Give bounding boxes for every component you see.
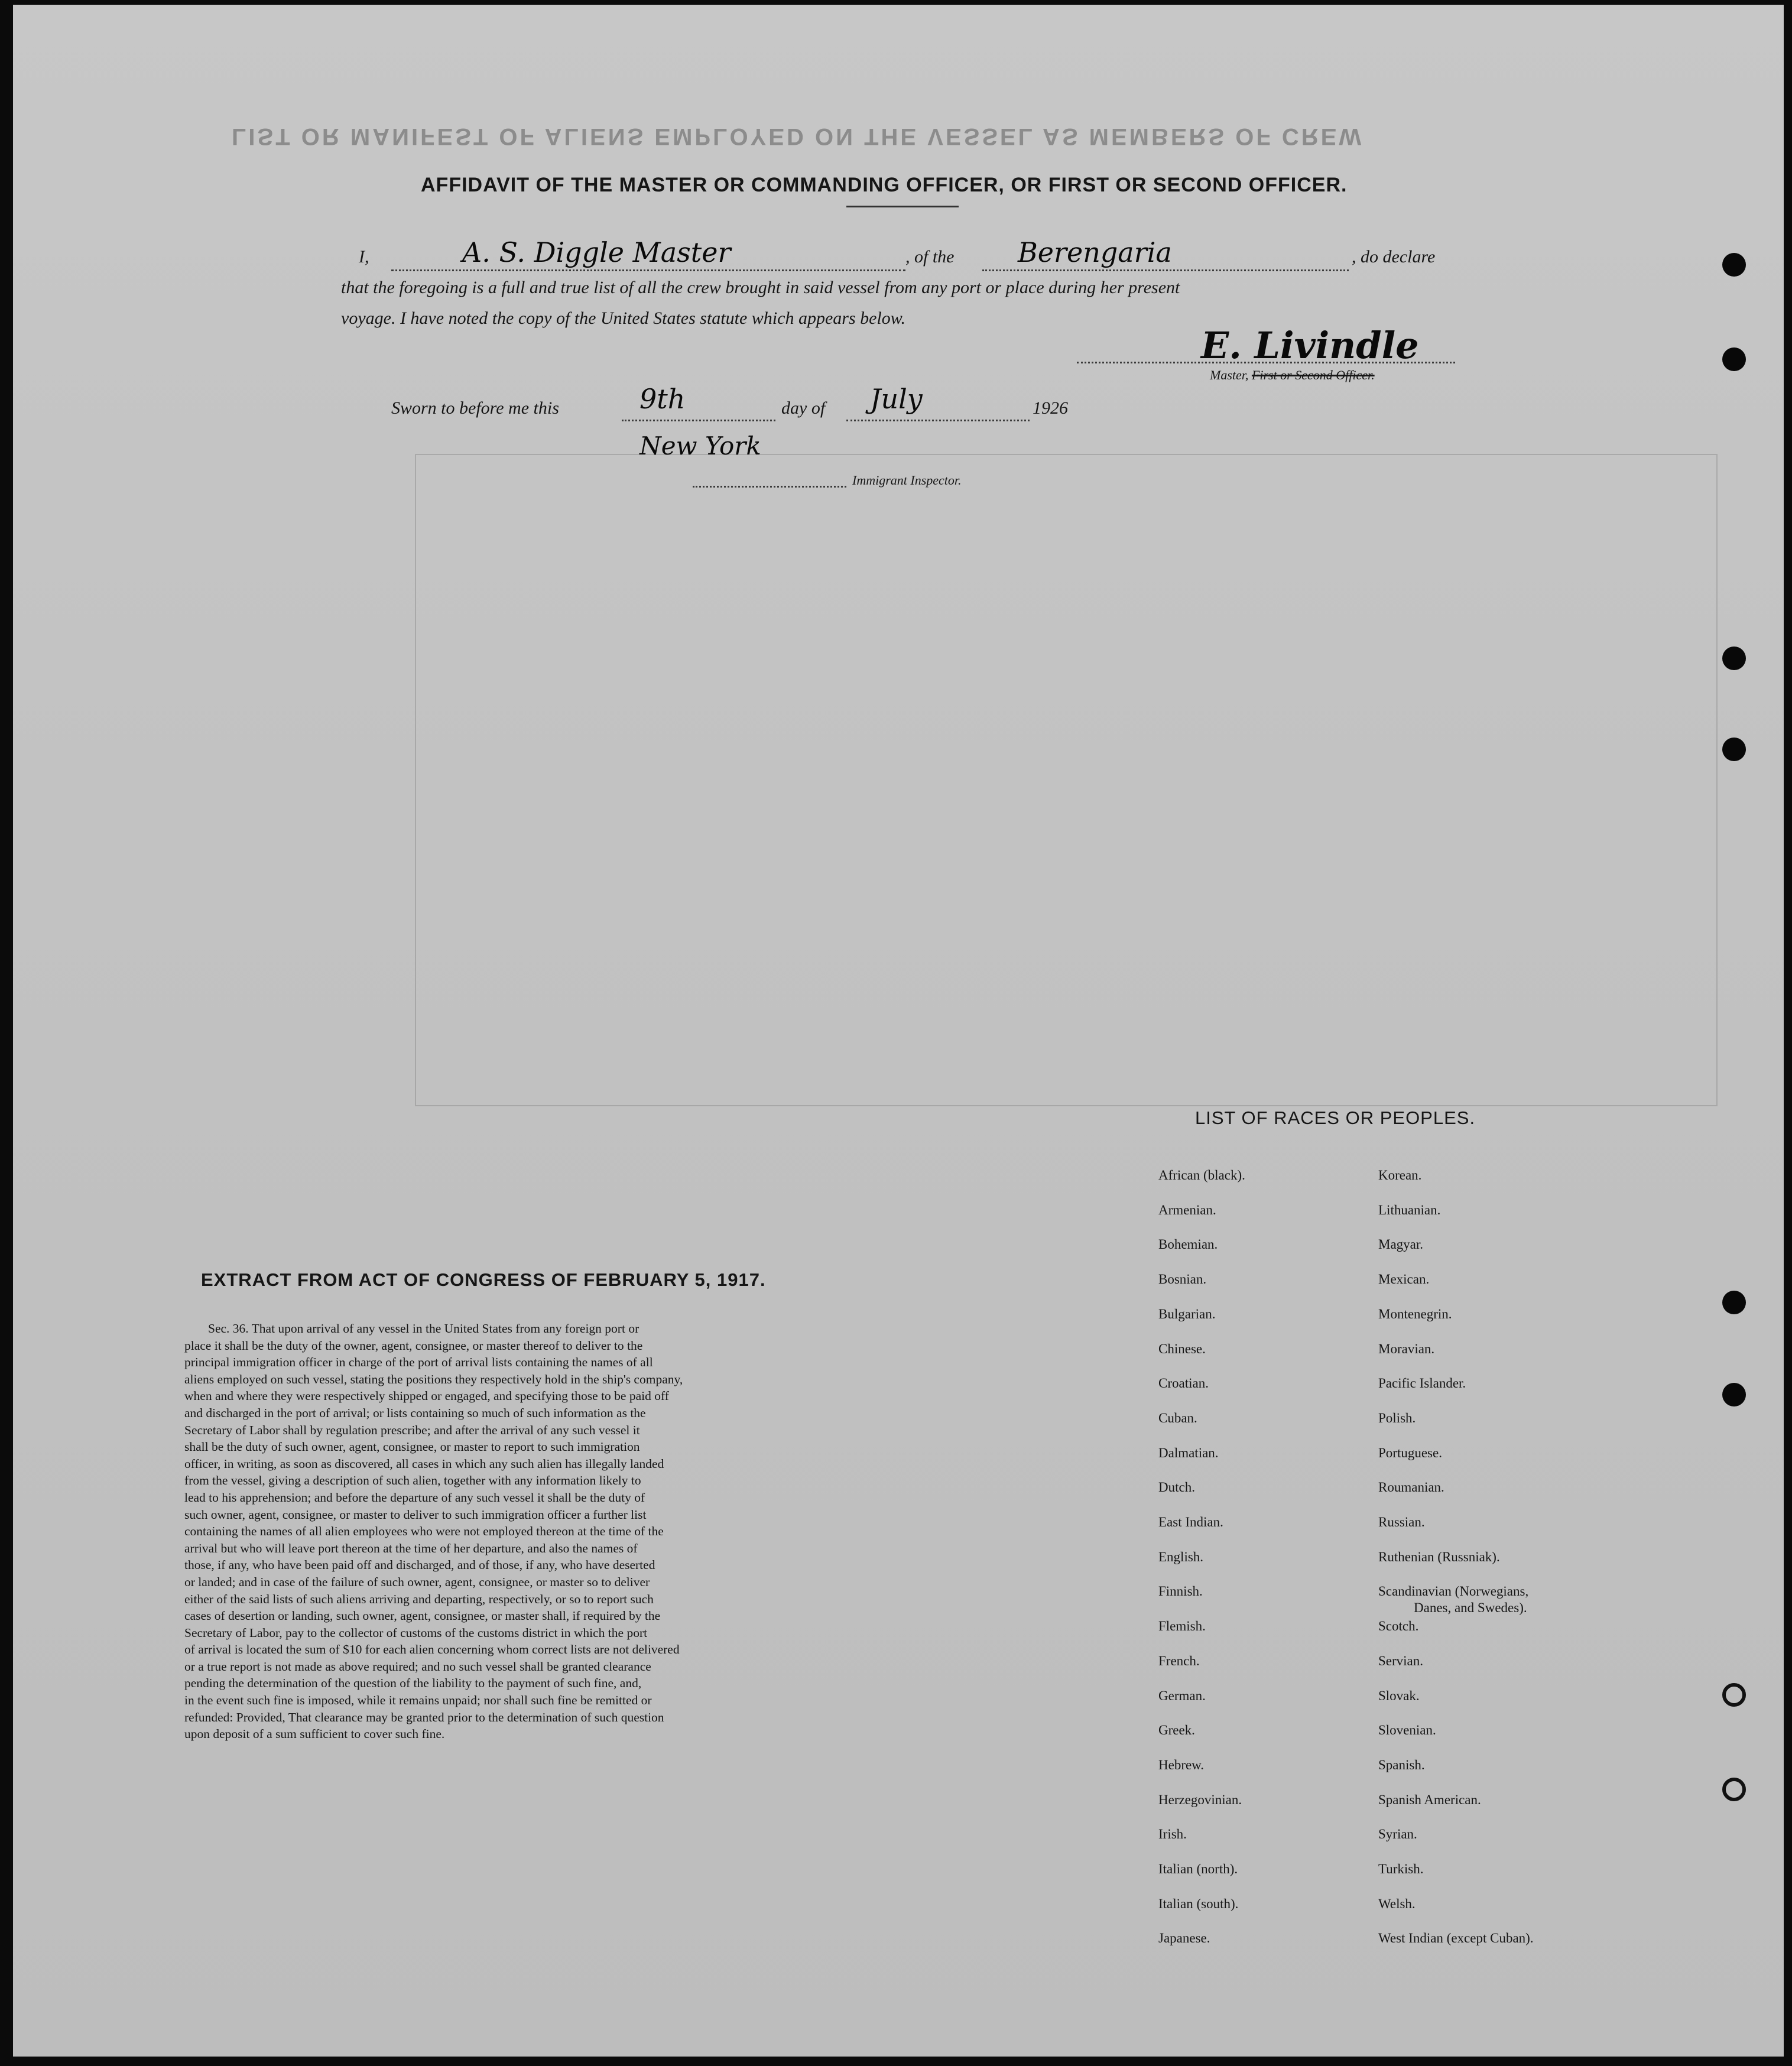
race-item-left: Bohemian. [1158,1237,1218,1252]
extract-line: place it shall be the duty of the owner, agent, consignee, or master thereof to deliver to the [184,1338,643,1353]
race-item-right: Lithuanian. [1378,1202,1441,1217]
sworn-day-handwriting: 9th [639,383,686,415]
extract-line: of arrival is located the sum of $10 for each alien concerning whom correct lists are not delivered [184,1642,680,1657]
bleed-through-header: LIST OR MANIFEST OF ALIENS EMPLOYED ON THE VESSEL AS MEMBERS OF CREW [232,124,1364,150]
extract-line: pending the determination of the question of the liability to the payment of such fine, and, [184,1676,642,1691]
race-item-right: Pacific Islander. [1378,1376,1466,1391]
race-item-left: English. [1158,1549,1204,1564]
extract-line: shall be the duty of such owner, agent, consignee, or master to report to such immigration [184,1440,640,1454]
signature-caption [1210,368,1375,383]
extract-lines [184,1320,876,1743]
race-item-left: German. [1158,1688,1206,1703]
extract-line: containing the names of all alien employees who were not employed thereon at the time of the [184,1524,664,1539]
races-list [1147,1168,1738,1954]
race-item-right: Portuguese. [1378,1445,1442,1460]
race-item-right: Welsh. [1378,1896,1416,1911]
inspector-label: Immigrant Inspector. [852,473,962,488]
sworn-month-line [846,420,1030,421]
race-item-left: Italian (north). [1158,1862,1238,1876]
race-item-right: Korean. [1378,1168,1422,1183]
title-rule [846,206,959,207]
race-item-left: Hebrew. [1158,1757,1205,1772]
signature-line [1077,362,1455,363]
vessel-name-handwriting: Berengaria [1018,236,1172,268]
punch-hole [1722,347,1746,371]
sworn-year: 1926 [1033,398,1068,418]
extract-line: principal immigration officer in charge of the port of arrival lists containing the names of all [184,1355,653,1370]
race-item-right: Russian. [1378,1515,1425,1529]
affidavit-line1-suffix: , do declare [1352,247,1436,267]
race-item-right: Syrian. [1378,1827,1417,1842]
extract-line: either of the said lists of such aliens arriving and departing, respectively, or so to report such [184,1591,654,1606]
master-name-line [391,269,905,271]
extract-line: such owner, agent, consignee, or master to deliver to such immigration officer a further list [184,1507,647,1522]
race-item-right: Polish. [1378,1410,1416,1425]
sworn-prefix: Sworn to before me this [391,398,559,418]
race-item-left: Italian (south). [1158,1896,1239,1911]
punch-hole [1722,1383,1746,1406]
extract-line: refunded: Provided, That clearance may be granted prior to the determination of such question [184,1710,664,1724]
race-item-left: Chinese. [1158,1341,1206,1356]
extract-line: officer, in writing, as soon as discovered, all cases in which any such alien has illegally landed [184,1456,664,1471]
race-item-left: Croatian. [1158,1376,1209,1391]
sworn-mid: day of [781,398,826,418]
extract-line: from the vessel, giving a description of such alien, together with any information likely to [184,1473,641,1488]
race-item-left: East Indian. [1158,1515,1223,1529]
extract-line: upon deposit of a sum sufficient to cover such fine. [184,1727,445,1742]
race-item-left: Bosnian. [1158,1272,1207,1287]
race-item-right: Mexican. [1378,1272,1430,1287]
race-item-left: Irish. [1158,1827,1187,1842]
caption-struck-officer: First or Second Officer. [1251,368,1375,382]
affidavit-line1-mid: , of the [905,247,955,267]
punch-hole [1722,1778,1746,1801]
race-item-right: Moravian. [1378,1341,1435,1356]
race-item-left: Cuban. [1158,1410,1197,1425]
race-item-right: Magyar. [1378,1237,1424,1252]
inspector-handwriting: New York [639,431,761,460]
race-item-left: Japanese. [1158,1931,1210,1946]
race-item-left: Greek. [1158,1723,1195,1738]
race-item-right: Scandinavian (Norwegians, [1378,1584,1529,1599]
extract-line: or landed; and in case of the failure of such owner, agent, consignee, or master so to deliver [184,1574,650,1589]
sworn-month-handwriting: July [870,383,923,415]
affidavit-title: AFFIDAVIT OF THE MASTER OR COMMANDING OFFICER, OR FIRST OR SECOND OFFICER. [421,174,1348,196]
race-item-left: Finnish. [1158,1584,1203,1599]
race-item-right: Ruthenian (Russniak). [1378,1549,1500,1564]
document-page [13,5,1784,2057]
extract-line: those, if any, who have been paid off and discharged, and of those, if any, who have deserted [184,1558,655,1573]
race-item-right: Slovenian. [1378,1723,1436,1738]
race-item-left: Dalmatian. [1158,1445,1219,1460]
race-item-right: Servian. [1378,1653,1424,1668]
vessel-name-line [982,269,1349,271]
master-name-handwriting: A. S. Diggle Master [462,236,731,268]
race-item-left: Bulgarian. [1158,1306,1216,1321]
extract-line: arrival but who will leave port thereon at the time of her departure, and also the names of [184,1541,638,1555]
race-item-left: African (black). [1158,1168,1245,1183]
extract-line: Sec. 36. That upon arrival of any vessel in the United States from any foreign port or [208,1321,639,1336]
race-item-right: Montenegrin. [1378,1306,1452,1321]
race-item-right-continuation: Danes, and Swedes). [1414,1600,1527,1616]
affidavit-line3: voyage. I have noted the copy of the United States statute which appears below. [341,308,906,328]
punch-hole [1722,647,1746,670]
race-item-left: Armenian. [1158,1202,1216,1217]
race-item-right: Spanish. [1378,1757,1425,1772]
race-item-left: Herzegovinian. [1158,1792,1242,1807]
race-item-right: Scotch. [1378,1619,1419,1634]
caption-master: Master, [1210,368,1249,382]
race-item-right: Turkish. [1378,1862,1424,1876]
extract-body [184,1320,876,1743]
race-item-right: West Indian (except Cuban). [1378,1931,1534,1946]
extract-line: Secretary of Labor shall by regulation prescribe; and after the arrival of any such vessel it [184,1422,640,1437]
affidavit-line1-prefix: I, [359,247,369,267]
race-item-left: Flemish. [1158,1619,1206,1634]
sworn-day-line [622,420,775,421]
extract-line: when and where they were respectively shipped or engaged, and specifying those to be paid off [184,1389,669,1404]
race-item-right: Slovak. [1378,1688,1420,1703]
race-item-left: French. [1158,1653,1200,1668]
extract-title: EXTRACT FROM ACT OF CONGRESS OF FEBRUARY 5, 1917. [201,1269,766,1290]
race-item-right: Roumanian. [1378,1480,1444,1495]
extract-line: cases of desertion or landing, such owner, agent, consignee, or master shall, if required by the [184,1609,661,1623]
extract-line: Secretary of Labor, pay to the collector of customs of the customs district in which the port [184,1625,648,1640]
extract-line: aliens employed on such vessel, stating the positions they respectively hold in the ship's company, [184,1372,683,1386]
affidavit-line2: that the foregoing is a full and true list of all the crew brought in said vessel from any port or place during her present [341,278,1180,297]
inspector-line [693,486,846,488]
ghost-table [415,454,1718,1106]
master-signature: E. Livindle [1201,324,1419,367]
punch-hole [1722,1291,1746,1314]
extract-line: and discharged in the port of arrival; or lists containing so much of such information as the [184,1405,646,1420]
extract-line: lead to his apprehension; and before the departure of any such vessel it shall be the duty of [184,1490,645,1505]
extract-line: in the event such fine is imposed, while it remains unpaid; nor shall such fine be remitted or [184,1693,652,1708]
punch-hole [1722,738,1746,761]
punch-hole [1722,253,1746,277]
extract-line: or a true report is not made as above required; and no such vessel shall be granted clearance [184,1659,651,1674]
punch-hole [1722,1683,1746,1707]
race-item-left: Dutch. [1158,1480,1195,1495]
races-title: LIST OF RACES OR PEOPLES. [1195,1107,1476,1128]
race-item-right: Spanish American. [1378,1792,1481,1807]
